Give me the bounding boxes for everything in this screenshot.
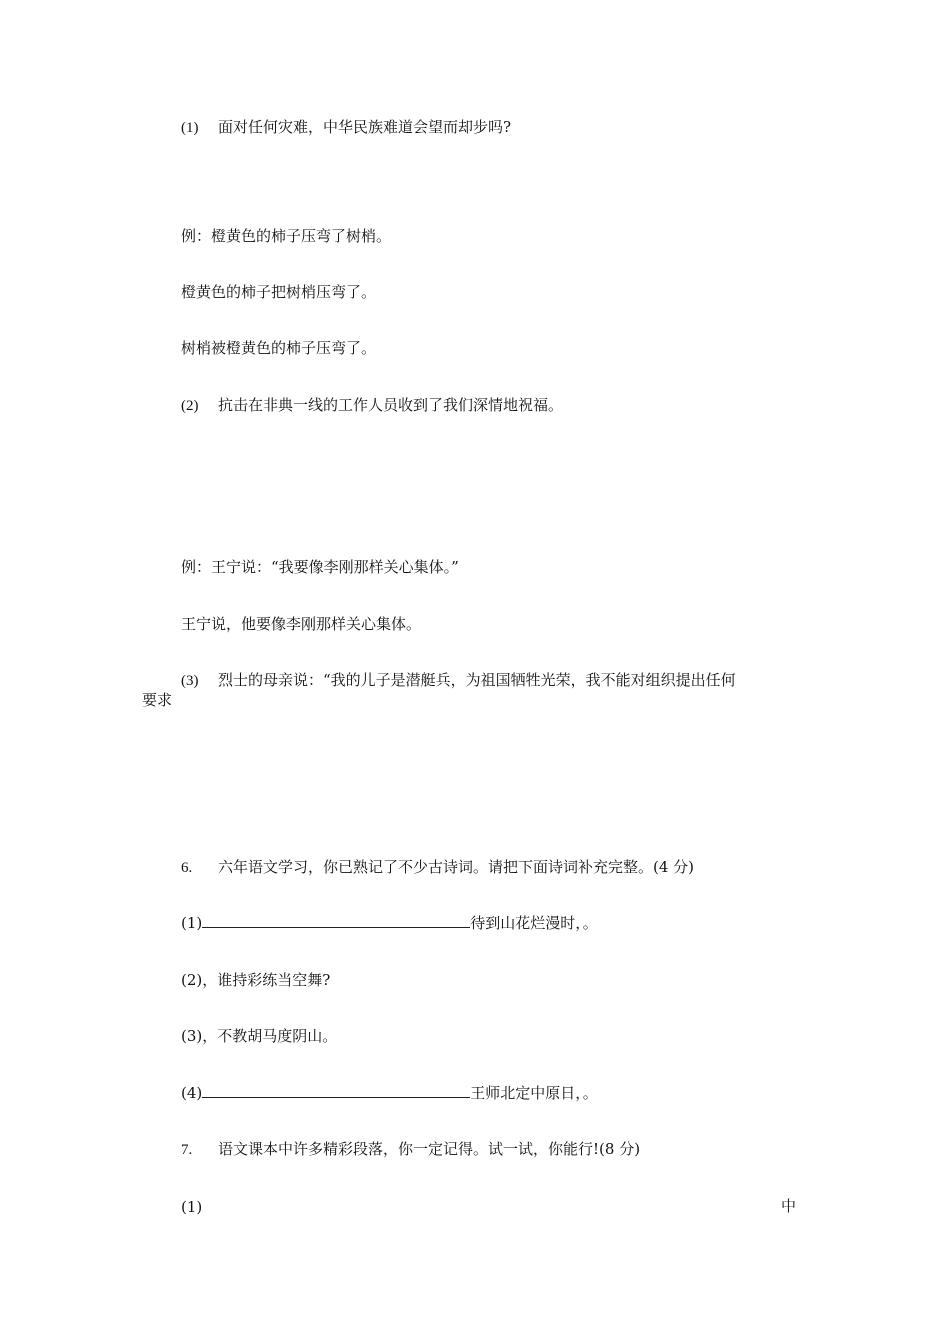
item-text: 面对任何灾难，中华民族难道会望而却步吗? — [218, 118, 512, 136]
answer-blank[interactable] — [202, 1083, 470, 1098]
question-6 — [181, 857, 694, 878]
item-text: 烈士的母亲说：“我的儿子是潜艇兵，为祖国牺牲光荣，我不能对组织提出任何 — [218, 671, 736, 689]
example-2-line-1: 例：王宁说：“我要像李刚那样关心集体。” — [181, 558, 459, 576]
item-text: 王师北定中原日，。 — [470, 1084, 598, 1102]
item-number: (3) — [181, 673, 199, 689]
q6-item-1 — [181, 913, 598, 933]
question-7 — [181, 1139, 640, 1160]
question-number: 7. — [181, 1142, 193, 1158]
item-number: (1) — [181, 120, 199, 136]
answer-blank[interactable] — [202, 913, 470, 928]
item-number: (3) — [181, 1027, 203, 1045]
item-number: (1) — [181, 1198, 203, 1216]
item-number: (4) — [181, 1084, 203, 1102]
q6-item-4 — [181, 1083, 598, 1103]
question-text: 语文课本中许多精彩段落，你一定记得。试一试，你能行!(8 分) — [218, 1140, 641, 1158]
example-1-line-1: 例：橙黄色的柿子压弯了树梢。 — [181, 227, 392, 245]
example-1-line-2: 橙黄色的柿子把树梢压弯了。 — [181, 283, 377, 301]
q6-item-3 — [181, 1026, 337, 1046]
q5-item-2 — [181, 395, 563, 416]
item-text: 待到山花烂漫时，。 — [470, 914, 598, 932]
q6-item-2 — [181, 970, 330, 990]
question-text: 六年语文学习，你已熟记了不少古诗词。请把下面诗词补充完整。(4 分) — [218, 858, 695, 876]
q7-item-1 — [181, 1197, 202, 1217]
q5-item-3-continuation: 要求 — [142, 691, 173, 709]
item-number: (2) — [181, 971, 203, 989]
example-2-line-2: 王宁说，他要像李刚那样关心集体。 — [181, 615, 422, 633]
item-number: (1) — [181, 914, 203, 932]
item-number: (2) — [181, 398, 199, 414]
item-text: 抗击在非典一线的工作人员收到了我们深情地祝福。 — [218, 396, 564, 414]
q5-item-1 — [181, 117, 511, 138]
question-number: 6. — [181, 860, 193, 876]
example-1-line-3: 树梢被橙黄色的柿子压弯了。 — [181, 339, 377, 357]
q7-item-1-right-text: 中 — [781, 1197, 797, 1215]
item-text: ，不教胡马度阴山。 — [202, 1027, 338, 1045]
q5-item-3 — [181, 670, 736, 691]
item-text: ，谁持彩练当空舞? — [202, 971, 331, 989]
